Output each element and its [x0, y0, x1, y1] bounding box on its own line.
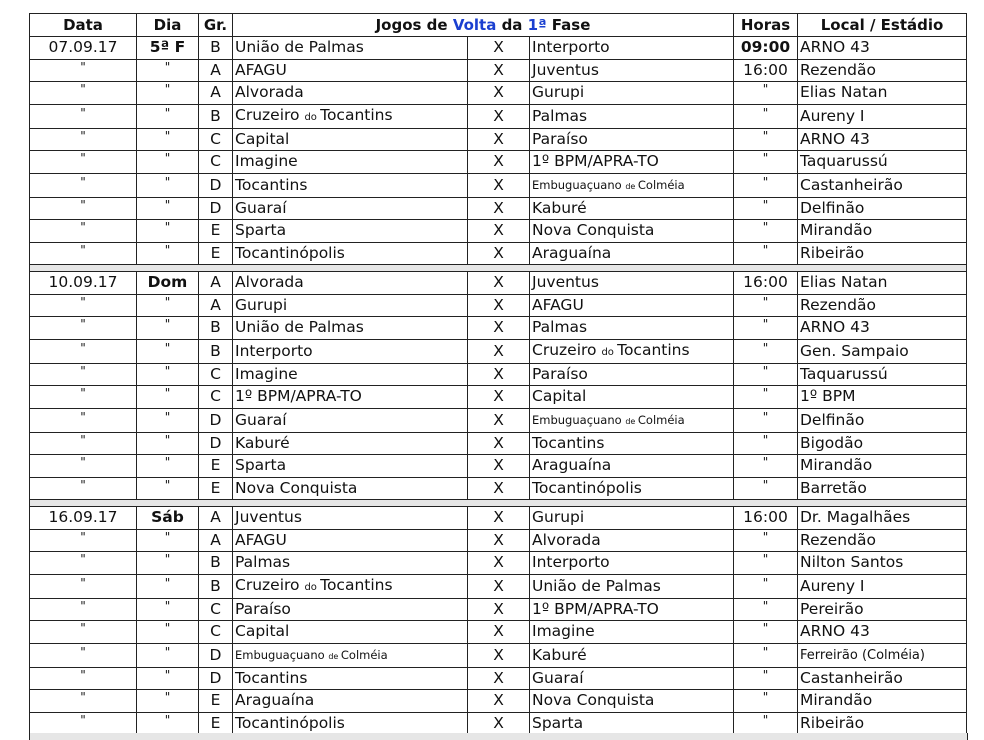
- group-cell: C: [199, 598, 233, 621]
- venue-cell: Taquarussú: [798, 151, 967, 174]
- day-cell: Dom: [137, 272, 199, 295]
- day-cell: ": [137, 477, 199, 500]
- time-cell: ": [734, 82, 798, 105]
- group-cell: C: [199, 363, 233, 386]
- home-team-cell: AFAGU: [233, 59, 468, 82]
- day-cell: ": [137, 690, 199, 713]
- home-team-cell: Capital: [233, 128, 468, 151]
- group-cell: B: [199, 574, 233, 598]
- day-cell: ": [137, 552, 199, 575]
- round-separator: [30, 500, 967, 507]
- away-team-cell: Kaburé: [530, 197, 734, 220]
- date-cell: ": [30, 220, 137, 243]
- time-cell: ": [734, 598, 798, 621]
- day-cell: ": [137, 104, 199, 128]
- versus-cell: X: [468, 82, 530, 105]
- away-team-cell: 1º BPM/APRA-TO: [530, 151, 734, 174]
- date-cell: ": [30, 408, 137, 432]
- venue-cell: Elias Natan: [798, 272, 967, 295]
- home-team-cell: Kaburé: [233, 432, 468, 455]
- date-cell: ": [30, 59, 137, 82]
- venue-cell: Taquarussú: [798, 363, 967, 386]
- time-cell: 09:00: [734, 37, 798, 60]
- day-cell: ": [137, 128, 199, 151]
- day-cell: ": [137, 59, 199, 82]
- time-cell: ": [734, 220, 798, 243]
- group-cell: B: [199, 339, 233, 363]
- venue-cell: Mirandão: [798, 455, 967, 478]
- versus-cell: X: [468, 220, 530, 243]
- versus-cell: X: [468, 59, 530, 82]
- table-row: [30, 197, 967, 220]
- date-cell: ": [30, 529, 137, 552]
- table-row: [30, 59, 967, 82]
- time-cell: ": [734, 552, 798, 575]
- group-cell: D: [199, 643, 233, 667]
- versus-cell: X: [468, 598, 530, 621]
- away-team-cell: Interporto: [530, 37, 734, 60]
- versus-cell: X: [468, 37, 530, 60]
- time-cell: ": [734, 363, 798, 386]
- date-cell: ": [30, 621, 137, 644]
- time-cell: ": [734, 690, 798, 713]
- group-cell: C: [199, 151, 233, 174]
- date-cell: ": [30, 317, 137, 340]
- date-cell: ": [30, 667, 137, 690]
- home-team-cell: Capital: [233, 621, 468, 644]
- date-cell: 16.09.17: [30, 507, 137, 530]
- time-cell: 16:00: [734, 272, 798, 295]
- day-cell: ": [137, 242, 199, 265]
- away-team-cell: Araguaína: [530, 455, 734, 478]
- day-cell: Sáb: [137, 507, 199, 530]
- day-cell: ": [137, 432, 199, 455]
- time-cell: ": [734, 529, 798, 552]
- table-row: [30, 294, 967, 317]
- home-team-cell: Guaraí: [233, 197, 468, 220]
- day-cell: ": [137, 712, 199, 735]
- versus-cell: X: [468, 272, 530, 295]
- table-row: [30, 363, 967, 386]
- group-cell: E: [199, 455, 233, 478]
- versus-cell: X: [468, 432, 530, 455]
- date-cell: ": [30, 294, 137, 317]
- group-cell: D: [199, 197, 233, 220]
- day-cell: ": [137, 621, 199, 644]
- versus-cell: X: [468, 197, 530, 220]
- date-cell: 07.09.17: [30, 37, 137, 60]
- group-cell: D: [199, 667, 233, 690]
- time-cell: 16:00: [734, 507, 798, 530]
- date-cell: ": [30, 477, 137, 500]
- venue-cell: ARNO 43: [798, 128, 967, 151]
- time-cell: ": [734, 294, 798, 317]
- date-cell: ": [30, 386, 137, 409]
- table-row: [30, 552, 967, 575]
- day-cell: ": [137, 339, 199, 363]
- venue-cell: ARNO 43: [798, 317, 967, 340]
- table-row: [30, 220, 967, 243]
- away-team-cell: Imagine: [530, 621, 734, 644]
- group-cell: A: [199, 507, 233, 530]
- versus-cell: X: [468, 621, 530, 644]
- versus-cell: X: [468, 455, 530, 478]
- header-jogos: Jogos de Volta da 1ª Fase: [233, 14, 734, 37]
- time-cell: ": [734, 667, 798, 690]
- versus-cell: X: [468, 151, 530, 174]
- home-team-cell: União de Palmas: [233, 317, 468, 340]
- table-row: [30, 667, 967, 690]
- home-team-cell: Embuguaçuano de Colméia: [233, 643, 468, 667]
- venue-cell: Rezendão: [798, 294, 967, 317]
- versus-cell: X: [468, 712, 530, 735]
- venue-cell: Dr. Magalhães: [798, 507, 967, 530]
- table-row: [30, 339, 967, 363]
- day-cell: ": [137, 173, 199, 197]
- time-cell: ": [734, 128, 798, 151]
- venue-cell: 1º BPM: [798, 386, 967, 409]
- date-cell: ": [30, 712, 137, 735]
- away-team-cell: Embuguaçuano de Colméia: [530, 173, 734, 197]
- home-team-cell: Tocantins: [233, 173, 468, 197]
- away-team-cell: Gurupi: [530, 507, 734, 530]
- date-cell: ": [30, 242, 137, 265]
- home-team-cell: Palmas: [233, 552, 468, 575]
- header-gr: Gr.: [199, 14, 233, 37]
- away-team-cell: Embuguaçuano de Colméia: [530, 408, 734, 432]
- group-cell: E: [199, 242, 233, 265]
- home-team-cell: 1º BPM/APRA-TO: [233, 386, 468, 409]
- group-cell: E: [199, 477, 233, 500]
- table-row: [30, 317, 967, 340]
- home-team-cell: Alvorada: [233, 272, 468, 295]
- home-team-cell: Interporto: [233, 339, 468, 363]
- time-cell: ": [734, 151, 798, 174]
- date-cell: ": [30, 643, 137, 667]
- versus-cell: X: [468, 294, 530, 317]
- time-cell: ": [734, 197, 798, 220]
- venue-cell: Delfinão: [798, 408, 967, 432]
- home-team-cell: Imagine: [233, 151, 468, 174]
- group-cell: B: [199, 37, 233, 60]
- day-cell: ": [137, 294, 199, 317]
- away-team-cell: Juventus: [530, 272, 734, 295]
- day-cell: ": [137, 197, 199, 220]
- home-team-cell: Guaraí: [233, 408, 468, 432]
- table-row: [30, 507, 967, 530]
- date-cell: ": [30, 552, 137, 575]
- table-row: [30, 37, 967, 60]
- date-cell: ": [30, 574, 137, 598]
- group-cell: B: [199, 104, 233, 128]
- away-team-cell: Alvorada: [530, 529, 734, 552]
- home-team-cell: Gurupi: [233, 294, 468, 317]
- time-cell: ": [734, 408, 798, 432]
- header-data: Data: [30, 14, 137, 37]
- venue-cell: Nilton Santos: [798, 552, 967, 575]
- date-cell: ": [30, 151, 137, 174]
- time-cell: ": [734, 432, 798, 455]
- venue-cell: Castanheirão: [798, 667, 967, 690]
- away-team-cell: Palmas: [530, 104, 734, 128]
- away-team-cell: Tocantinópolis: [530, 477, 734, 500]
- time-cell: ": [734, 104, 798, 128]
- group-cell: D: [199, 173, 233, 197]
- day-cell: ": [137, 455, 199, 478]
- versus-cell: X: [468, 507, 530, 530]
- day-cell: ": [137, 386, 199, 409]
- day-cell: ": [137, 643, 199, 667]
- away-team-cell: Paraíso: [530, 128, 734, 151]
- time-cell: ": [734, 317, 798, 340]
- day-cell: ": [137, 408, 199, 432]
- date-cell: 10.09.17: [30, 272, 137, 295]
- table-row: [30, 151, 967, 174]
- venue-cell: Aureny I: [798, 104, 967, 128]
- away-team-cell: Capital: [530, 386, 734, 409]
- venue-cell: Ribeirão: [798, 712, 967, 735]
- table-row: [30, 455, 967, 478]
- day-cell: ": [137, 529, 199, 552]
- round-separator: [30, 265, 967, 272]
- away-team-cell: Paraíso: [530, 363, 734, 386]
- home-team-cell: Tocantins: [233, 667, 468, 690]
- versus-cell: X: [468, 529, 530, 552]
- group-cell: D: [199, 432, 233, 455]
- venue-cell: Mirandão: [798, 220, 967, 243]
- table-row: [30, 82, 967, 105]
- home-team-cell: Imagine: [233, 363, 468, 386]
- time-cell: ": [734, 621, 798, 644]
- versus-cell: X: [468, 104, 530, 128]
- date-cell: ": [30, 598, 137, 621]
- versus-cell: X: [468, 574, 530, 598]
- group-cell: E: [199, 220, 233, 243]
- day-cell: ": [137, 363, 199, 386]
- home-team-cell: Paraíso: [233, 598, 468, 621]
- time-cell: ": [734, 339, 798, 363]
- time-cell: ": [734, 477, 798, 500]
- home-team-cell: Sparta: [233, 455, 468, 478]
- table-row: [30, 408, 967, 432]
- group-cell: A: [199, 59, 233, 82]
- date-cell: ": [30, 104, 137, 128]
- day-cell: ": [137, 220, 199, 243]
- versus-cell: X: [468, 173, 530, 197]
- venue-cell: Castanheirão: [798, 173, 967, 197]
- group-cell: C: [199, 128, 233, 151]
- time-cell: ": [734, 455, 798, 478]
- venue-cell: Elias Natan: [798, 82, 967, 105]
- table-row: [30, 242, 967, 265]
- time-cell: ": [734, 574, 798, 598]
- group-cell: A: [199, 529, 233, 552]
- date-cell: ": [30, 128, 137, 151]
- date-cell: ": [30, 339, 137, 363]
- home-team-cell: Nova Conquista: [233, 477, 468, 500]
- table-row: [30, 690, 967, 713]
- venue-cell: Rezendão: [798, 529, 967, 552]
- venue-cell: Pereirão: [798, 598, 967, 621]
- away-team-cell: Juventus: [530, 59, 734, 82]
- day-cell: ": [137, 598, 199, 621]
- group-cell: C: [199, 386, 233, 409]
- date-cell: ": [30, 455, 137, 478]
- table-row: [30, 574, 967, 598]
- home-team-cell: União de Palmas: [233, 37, 468, 60]
- home-team-cell: Cruzeiro do Tocantins: [233, 104, 468, 128]
- venue-cell: Ferreirão (Colméia): [798, 643, 967, 667]
- date-cell: ": [30, 82, 137, 105]
- home-team-cell: Alvorada: [233, 82, 468, 105]
- header-horas: Horas: [734, 14, 798, 37]
- day-cell: ": [137, 667, 199, 690]
- away-team-cell: Gurupi: [530, 82, 734, 105]
- table-row: [30, 712, 967, 735]
- header-local: Local / Estádio: [798, 14, 967, 37]
- versus-cell: X: [468, 667, 530, 690]
- table-row: [30, 477, 967, 500]
- table-row: [30, 386, 967, 409]
- away-team-cell: Nova Conquista: [530, 690, 734, 713]
- venue-cell: Gen. Sampaio: [798, 339, 967, 363]
- home-team-cell: Cruzeiro do Tocantins: [233, 574, 468, 598]
- versus-cell: X: [468, 477, 530, 500]
- header-volta: Volta: [452, 15, 497, 34]
- date-cell: ": [30, 173, 137, 197]
- time-cell: ": [734, 386, 798, 409]
- table-row: [30, 432, 967, 455]
- day-cell: ": [137, 82, 199, 105]
- home-team-cell: Juventus: [233, 507, 468, 530]
- away-team-cell: Guaraí: [530, 667, 734, 690]
- venue-cell: Bigodão: [798, 432, 967, 455]
- table-row: [30, 272, 967, 295]
- away-team-cell: Sparta: [530, 712, 734, 735]
- versus-cell: X: [468, 552, 530, 575]
- group-cell: C: [199, 621, 233, 644]
- group-cell: B: [199, 317, 233, 340]
- schedule-table: [29, 13, 967, 735]
- time-cell: ": [734, 712, 798, 735]
- header-dia: Dia: [137, 14, 199, 37]
- date-cell: ": [30, 690, 137, 713]
- away-team-cell: Kaburé: [530, 643, 734, 667]
- group-cell: E: [199, 712, 233, 735]
- versus-cell: X: [468, 363, 530, 386]
- table-row: [30, 643, 967, 667]
- table-row: [30, 598, 967, 621]
- date-cell: ": [30, 432, 137, 455]
- venue-cell: Barretão: [798, 477, 967, 500]
- table-row: [30, 173, 967, 197]
- table-row: [30, 621, 967, 644]
- home-team-cell: Tocantinópolis: [233, 242, 468, 265]
- bottom-separator: [29, 733, 968, 740]
- group-cell: B: [199, 552, 233, 575]
- table-header-row: [30, 14, 967, 37]
- home-team-cell: Araguaína: [233, 690, 468, 713]
- group-cell: A: [199, 82, 233, 105]
- away-team-cell: Interporto: [530, 552, 734, 575]
- top-strip: [0, 0, 984, 12]
- versus-cell: X: [468, 386, 530, 409]
- home-team-cell: Sparta: [233, 220, 468, 243]
- time-cell: ": [734, 643, 798, 667]
- day-cell: ": [137, 151, 199, 174]
- away-team-cell: Araguaína: [530, 242, 734, 265]
- away-team-cell: Tocantins: [530, 432, 734, 455]
- group-cell: A: [199, 272, 233, 295]
- group-cell: A: [199, 294, 233, 317]
- away-team-cell: Palmas: [530, 317, 734, 340]
- day-cell: ": [137, 317, 199, 340]
- versus-cell: X: [468, 128, 530, 151]
- versus-cell: X: [468, 408, 530, 432]
- versus-cell: X: [468, 339, 530, 363]
- venue-cell: Mirandão: [798, 690, 967, 713]
- group-cell: D: [199, 408, 233, 432]
- venue-cell: Rezendão: [798, 59, 967, 82]
- away-team-cell: Cruzeiro do Tocantins: [530, 339, 734, 363]
- day-cell: 5ª F: [137, 37, 199, 60]
- date-cell: ": [30, 197, 137, 220]
- versus-cell: X: [468, 242, 530, 265]
- venue-cell: Ribeirão: [798, 242, 967, 265]
- venue-cell: ARNO 43: [798, 37, 967, 60]
- time-cell: ": [734, 242, 798, 265]
- away-team-cell: AFAGU: [530, 294, 734, 317]
- versus-cell: X: [468, 690, 530, 713]
- venue-cell: ARNO 43: [798, 621, 967, 644]
- venue-cell: Delfinão: [798, 197, 967, 220]
- time-cell: ": [734, 173, 798, 197]
- table-row: [30, 529, 967, 552]
- versus-cell: X: [468, 317, 530, 340]
- day-cell: ": [137, 574, 199, 598]
- away-team-cell: 1º BPM/APRA-TO: [530, 598, 734, 621]
- table-row: [30, 128, 967, 151]
- home-team-cell: Tocantinópolis: [233, 712, 468, 735]
- table-row: [30, 104, 967, 128]
- home-team-cell: AFAGU: [233, 529, 468, 552]
- away-team-cell: União de Palmas: [530, 574, 734, 598]
- date-cell: ": [30, 363, 137, 386]
- venue-cell: Aureny I: [798, 574, 967, 598]
- header-fase-num: 1ª: [527, 15, 547, 34]
- group-cell: E: [199, 690, 233, 713]
- time-cell: 16:00: [734, 59, 798, 82]
- versus-cell: X: [468, 643, 530, 667]
- away-team-cell: Nova Conquista: [530, 220, 734, 243]
